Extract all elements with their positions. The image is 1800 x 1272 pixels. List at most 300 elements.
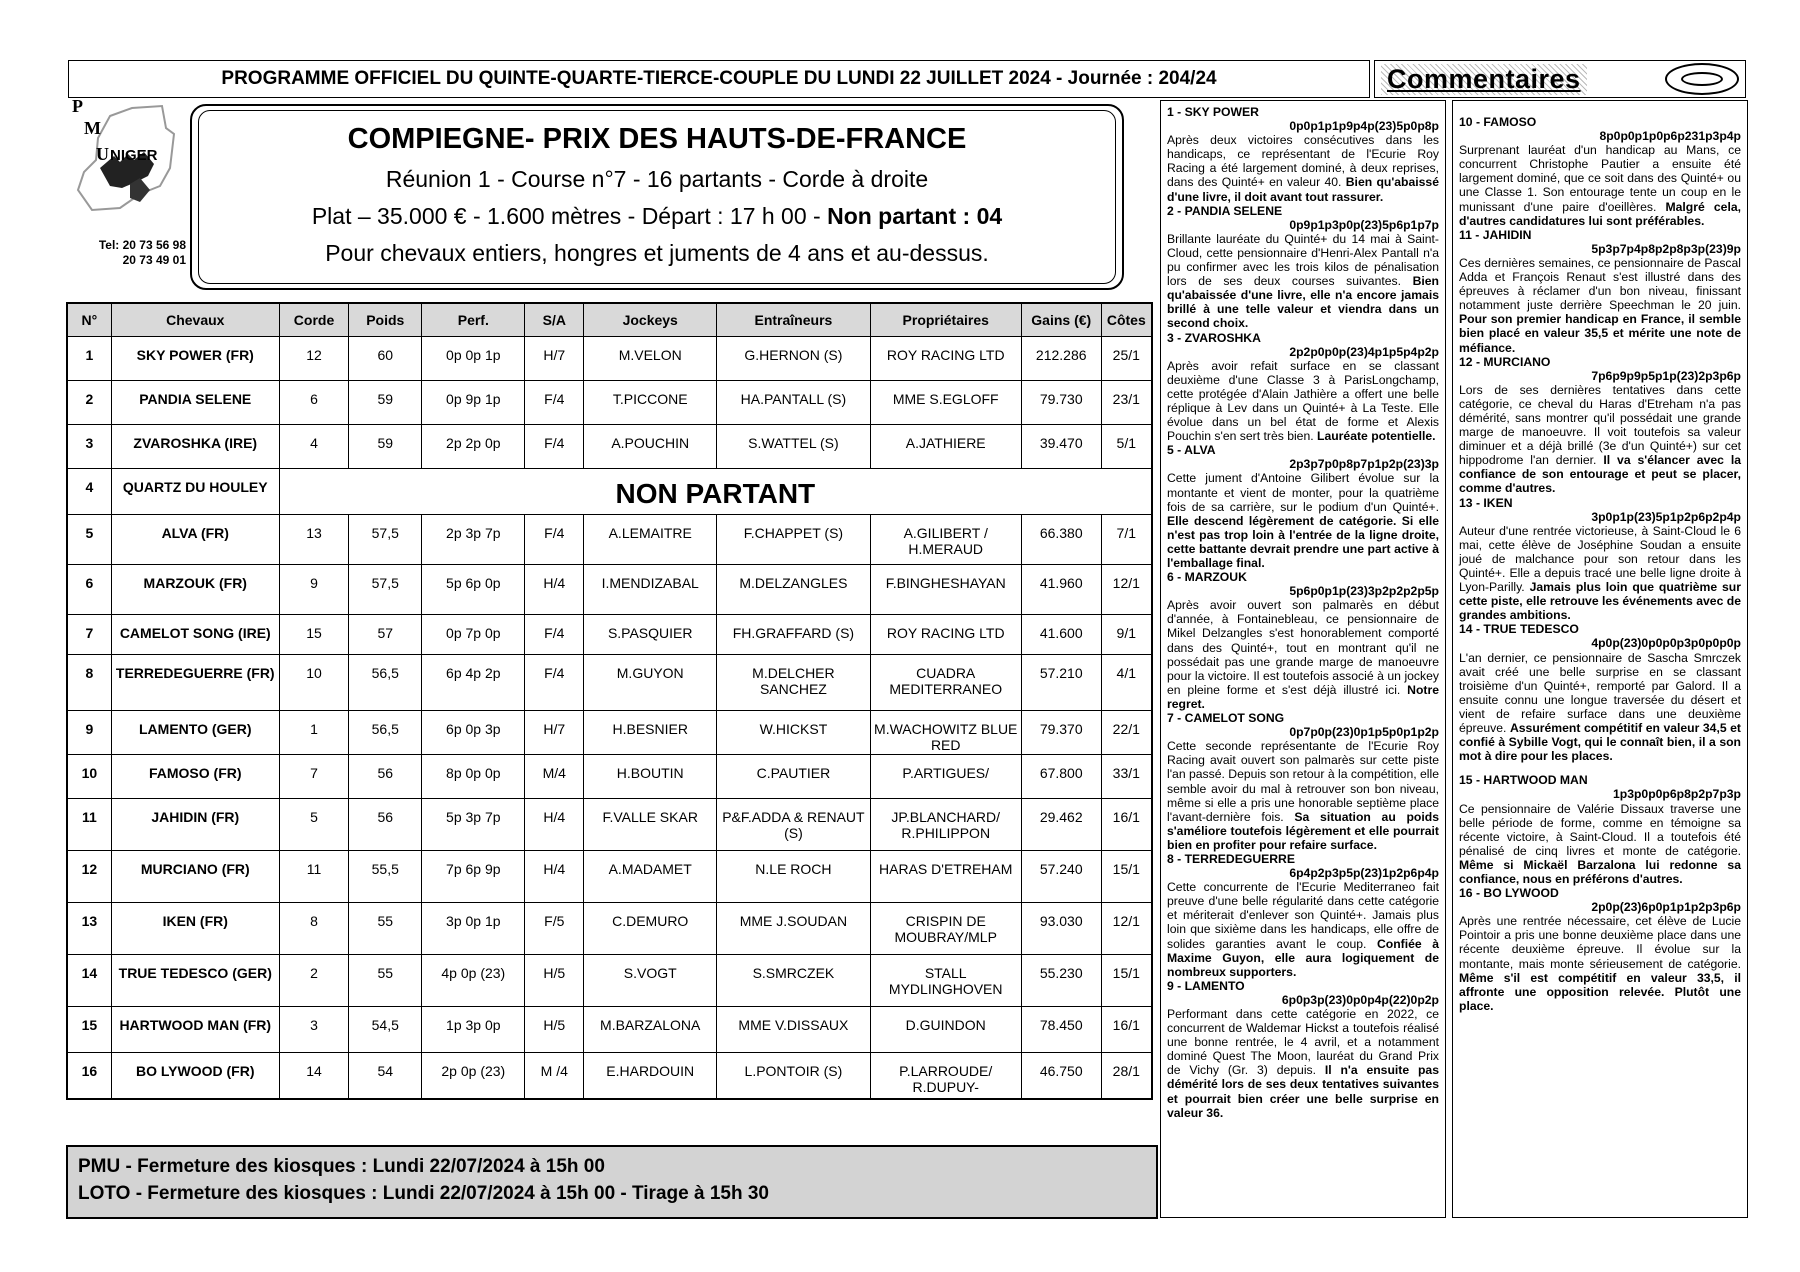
race-info: [198, 110, 1116, 284]
comment-horse: 3 - ZVAROSHKA: [1167, 330, 1261, 345]
weight: 56: [349, 799, 422, 851]
draw: 8: [279, 903, 349, 955]
comments-header: [1374, 60, 1746, 98]
pmu-niger-logo: [70, 98, 182, 228]
comment-horse: 16 - BO LYWOOD: [1459, 886, 1559, 901]
comment-verdict: Bien qu'abaissé d'une livre, il doit avant tout rassurer.: [1167, 175, 1439, 204]
comment-text: [1167, 232, 1439, 331]
horse-name: MURCIANO (FR): [111, 851, 279, 903]
comment-horse: 2 - PANDIA SELENE: [1167, 203, 1283, 218]
comment-body: Brillante lauréate du Quinté+ du 14 mai à Saint-Cloud, cette pensionnaire d'Henri-Alex Pantall n'a pu confirmer avec les trois kilos de pénalisation lors de ses deux courses suivantes.: [1167, 231, 1439, 289]
comment-form: 7p6p9p9p5p1p(23)2p3p6p: [1591, 368, 1741, 383]
horse-name: HARTWOOD MAN (FR): [111, 1007, 279, 1053]
comment-horse: 15 - HARTWOOD MAN: [1459, 773, 1588, 788]
sex-age: H/7: [525, 711, 584, 755]
weight: 55: [349, 955, 422, 1007]
owner: ROY RACING LTD: [870, 615, 1021, 655]
jockey: A.LEMAITRE: [584, 515, 717, 565]
earnings: 212.286: [1021, 337, 1101, 381]
table-row: [67, 851, 1152, 903]
svg-text:U: U: [96, 144, 109, 164]
performance: 0p 0p 1p: [422, 337, 525, 381]
comment-body: Cette jument d'Antoine Gilibert évolue sur la montante et vient de monter, pour la quatrième fois de sa carrière, sur le podium d'un Quinté+.: [1167, 471, 1439, 514]
jockey: H.BOUTIN: [584, 755, 717, 799]
weight: 54,5: [349, 1007, 422, 1053]
svg-text:NIGER: NIGER: [110, 147, 158, 164]
comment-verdict: Il va s'élancer avec la confiance de son entourage et peut se placer, comme d'autres.: [1459, 453, 1741, 496]
svg-text:P: P: [72, 98, 83, 116]
owner: A.GILIBERT / H.MERAUD: [870, 515, 1021, 565]
comment-block: [1167, 570, 1439, 711]
comment-verdict: Sa situation au poids s'améliore toutefois légèrement et elle pourrait bien en profiter pour refaire surface.: [1167, 809, 1439, 852]
performance: 0p 9p 1p: [422, 381, 525, 425]
earnings: 39.470: [1021, 425, 1101, 469]
performance: 1p 3p 0p: [422, 1007, 525, 1053]
comment-body: L'an dernier, ce pensionnaire de Sascha Smrczek avait créé une belle surprise en se classant troisième d'un Quinté+, remporté par Galord. Il a ensuite connu une longue traversée du désert et vient de refaire surface dans une deuxième épreuve.: [1459, 650, 1741, 736]
comment-block: [1459, 773, 1741, 886]
runner-number: 14: [67, 955, 111, 1007]
table-row: [67, 1007, 1152, 1053]
comment-text: [1167, 359, 1439, 444]
table-row: [67, 565, 1152, 615]
owner: JP.BLANCHARD/ R.PHILIPPON: [870, 799, 1021, 851]
non-partant-label: Non partant : 04: [827, 203, 1003, 229]
comment-text: [1167, 880, 1439, 979]
trainer: HA.PANTALL (S): [717, 381, 870, 425]
comment-body: Après une rentrée nécessaire, cet élève de Lucie Pointoir a pris une bonne deuxième place dans une récente deuxième épreuve. Il évolue sur la montante, mais monte sérieusement de catégorie.: [1459, 914, 1741, 971]
horse-name: IKEN (FR): [111, 903, 279, 955]
earnings: 29.462: [1021, 799, 1101, 851]
earnings: 79.370: [1021, 711, 1101, 755]
comments-column-right: [1452, 100, 1748, 1218]
comment-form: 8p0p0p1p0p6p231p3p4p: [1599, 129, 1741, 144]
table-row: [67, 425, 1152, 469]
sex-age: H/4: [525, 851, 584, 903]
odds: 33/1: [1101, 755, 1152, 799]
horse-name: BO LYWOOD (FR): [111, 1053, 279, 1099]
comment-text: [1459, 914, 1741, 1013]
comment-form: 0p9p1p3p0p(23)5p6p1p7p: [1289, 217, 1439, 232]
comment-verdict: Il n'a ensuite pas démérité lors de ses deux tentatives suivantes et pourrait bien créer une belle surprise en valeur 36.: [1167, 1063, 1439, 1120]
comment-verdict: Elle descend légèrement de catégorie. Si elle n'est pas trop loin à l'entrée de la ligne droite, cette battante devrait prendre une part active à l'emballage final.: [1167, 513, 1439, 570]
runner-number: 8: [67, 655, 111, 711]
trainer: G.HERNON (S): [717, 337, 870, 381]
runner-number: 12: [67, 851, 111, 903]
owner: M.WACHOWITZ BLUE RED: [870, 711, 1021, 755]
odds: 5/1: [1101, 425, 1152, 469]
weight: 57,5: [349, 515, 422, 565]
runner-number: 7: [67, 615, 111, 655]
comment-verdict: Bien qu'abaissée d'une livre, elle n'a encore jamais brillé à une telle valeur et viendra dans un second choix.: [1167, 274, 1439, 331]
earnings: 46.750: [1021, 1053, 1101, 1099]
jockey: F.VALLE SKAR: [584, 799, 717, 851]
column-header: Propriétaires: [870, 303, 1021, 337]
jockey: A.POUCHIN: [584, 425, 717, 469]
table-row: [67, 711, 1152, 755]
comment-text: [1459, 651, 1741, 764]
trainer: F.CHAPPET (S): [717, 515, 870, 565]
comment-horse: 6 - MARZOUK: [1167, 570, 1247, 585]
runner-number: 4: [67, 469, 111, 515]
runner-number: 15: [67, 1007, 111, 1053]
weight: 57: [349, 615, 422, 655]
runner-number: 11: [67, 799, 111, 851]
sex-age: H/5: [525, 1007, 584, 1053]
comment-text: [1459, 383, 1741, 496]
comment-text: [1459, 143, 1741, 228]
table-row: [67, 903, 1152, 955]
odds: 7/1: [1101, 515, 1152, 565]
comment-verdict: Notre regret.: [1167, 682, 1439, 711]
comment-horse: 13 - IKEN: [1459, 495, 1513, 510]
owner: MME S.EGLOFF: [870, 381, 1021, 425]
jockey: I.MENDIZABAL: [584, 565, 717, 615]
sex-age: M /4: [525, 1053, 584, 1099]
horse-name: TERREDEGUERRE (FR): [111, 655, 279, 711]
horse-name: PANDIA SELENE: [111, 381, 279, 425]
draw: 4: [279, 425, 349, 469]
comment-form: 0p7p0p(23)0p1p5p0p1p2p: [1289, 725, 1439, 740]
race-eligibility: Pour chevaux entiers, hongres et juments de 4 ans et au-dessus.: [325, 240, 989, 266]
sex-age: F/5: [525, 903, 584, 955]
runner-number: 13: [67, 903, 111, 955]
table-row: [67, 615, 1152, 655]
trainer: P&F.ADDA & RENAUT (S): [717, 799, 870, 851]
comment-form: 6p4p2p3p5p(23)1p2p6p4p: [1289, 866, 1439, 881]
horse-name: JAHIDIN (FR): [111, 799, 279, 851]
draw: 7: [279, 755, 349, 799]
comments-title: Commentaires: [1381, 64, 1587, 95]
comment-block: [1459, 496, 1741, 623]
draw: 14: [279, 1053, 349, 1099]
draw: 6: [279, 381, 349, 425]
comment-block: [1459, 886, 1741, 1013]
column-header: Entraîneurs: [717, 303, 870, 337]
comment-block: [1167, 204, 1439, 331]
weight: 55,5: [349, 851, 422, 903]
jockey: H.BESNIER: [584, 711, 717, 755]
performance: 6p 0p 3p: [422, 711, 525, 755]
comment-block: [1459, 355, 1741, 496]
draw: 2: [279, 955, 349, 1007]
column-header: Côtes: [1101, 303, 1152, 337]
horse-name: CAMELOT SONG (IRE): [111, 615, 279, 655]
weight: 59: [349, 381, 422, 425]
earnings: 57.240: [1021, 851, 1101, 903]
table-row: [67, 469, 1152, 515]
table-header-row: [67, 303, 1152, 337]
comment-block: [1167, 105, 1439, 204]
race-conditions-text: Plat – 35.000 € - 1.600 mètres - Départ : 17 h 00 -: [311, 203, 828, 229]
earnings: 78.450: [1021, 1007, 1101, 1053]
trainer: S.SMRCZEK: [717, 955, 870, 1007]
table-row: [67, 1053, 1152, 1099]
column-header: N°: [67, 303, 111, 337]
horse-name: ZVAROSHKA (IRE): [111, 425, 279, 469]
comment-verdict: Lauréate potentielle.: [1317, 429, 1436, 444]
runner-number: 9: [67, 711, 111, 755]
sex-age: F/4: [525, 425, 584, 469]
horse-name: MARZOUK (FR): [111, 565, 279, 615]
trainer: S.WATTEL (S): [717, 425, 870, 469]
comment-text: [1167, 598, 1439, 711]
odds: 25/1: [1101, 337, 1152, 381]
pmu-closing: PMU - Fermeture des kiosques : Lundi 22/07/2024 à 15h 00: [78, 1156, 605, 1177]
comment-body: Ces dernières semaines, ce pensionnaire de Pascal Adda et François Renaut s'est illustré dans des épreuves à réclamer d'un bon niveau, finissant notamment juste derrière Speechman le 20 juin.: [1459, 255, 1741, 313]
jockey: T.PICCONE: [584, 381, 717, 425]
comment-text: [1167, 471, 1439, 570]
comment-text: [1459, 524, 1741, 623]
lottery-logo-icon: [1665, 63, 1739, 95]
horse-name: SKY POWER (FR): [111, 337, 279, 381]
performance: 0p 7p 0p: [422, 615, 525, 655]
performance: 6p 4p 2p: [422, 655, 525, 711]
non-partant-cell: NON PARTANT: [279, 469, 1152, 515]
comment-text: [1167, 133, 1439, 203]
comment-body: Ce pensionnaire de Valérie Dissaux traverse une belle période de forme, comme en témoigne sa récente victoire, à Saint-Cloud. Il a toutefois été pénalisé de cinq livres et monte de catégorie.: [1459, 801, 1741, 858]
table-row: [67, 755, 1152, 799]
comment-verdict: Assurément compétitif en valeur 34,5 et confié à Sybille Vogt, qui le connaît bien, il a son mot à dire pour les places.: [1459, 721, 1741, 764]
comment-body: Après deux victoires consécutives dans les handicaps, ce représentant de l'Ecurie Roy Racing a été largement dominé, à deux reprises, dans des Quinté+ en valeur 40.: [1167, 133, 1439, 190]
sex-age: H/4: [525, 799, 584, 851]
comment-form: 2p0p(23)6p0p1p1p2p3p6p: [1591, 900, 1741, 915]
svg-text:M: M: [84, 118, 101, 138]
comment-block: [1167, 979, 1439, 1120]
contact-phones: [68, 238, 186, 268]
weight: 55: [349, 903, 422, 955]
draw: 5: [279, 799, 349, 851]
trainer: N.LE ROCH: [717, 851, 870, 903]
runners-body: [67, 337, 1152, 1099]
runners-table: [66, 302, 1153, 1100]
comment-form: 0p0p1p1p9p4p(23)5p0p8p: [1289, 119, 1439, 134]
trainer: C.PAUTIER: [717, 755, 870, 799]
comment-body: Cette concurrente de l'Ecurie Mediterraneo fait preuve d'une belle régularité dans cette catégorie et mériterait d'enlever son Quinté+. Jamais plus loin que sixième dans les handicaps, elle offre de solides garanties avant le coup.: [1167, 880, 1439, 951]
sex-age: F/4: [525, 381, 584, 425]
odds: 28/1: [1101, 1053, 1152, 1099]
comment-form: 5p3p7p4p8p2p8p3p(23)9p: [1591, 241, 1741, 256]
performance: 5p 6p 0p: [422, 565, 525, 615]
odds: 4/1: [1101, 655, 1152, 711]
odds: 9/1: [1101, 615, 1152, 655]
table-row: [67, 337, 1152, 381]
earnings: 93.030: [1021, 903, 1101, 955]
comment-body: Cette seconde représentante de l'Ecurie Roy Racing avait ouvert son palmarès sur cette piste l'an passé. Depuis son retour à la compétition, elle semble avoir du mal à retrouver son bon niveau, même si elle a pris une honorable septième place l'avant-dernière fois.: [1167, 739, 1439, 824]
sex-age: M/4: [525, 755, 584, 799]
comment-form: 2p2p0p0p(23)4p1p5p4p2p: [1289, 344, 1439, 359]
comment-body: Après avoir ouvert son palmarès en début d'année, à Fontainebleau, ce pensionnaire de Mikel Delzangles s'est honorablement comporté dans des Quinté+, tout en montrant qu'il ne possédait pas une grande marge de manoeuvre pour la victoire. Il est toutefois associé à un jockey en pleine forme et s'est déjà illustré ici.: [1167, 598, 1439, 697]
jockey: M.GUYON: [584, 655, 717, 711]
trainer: MME V.DISSAUX: [717, 1007, 870, 1053]
phone-1: Tel: 20 73 56 98: [98, 238, 186, 252]
weight: 54: [349, 1053, 422, 1099]
weight: 56: [349, 755, 422, 799]
comment-form: 5p6p0p1p(23)3p2p2p2p5p: [1289, 584, 1439, 599]
sex-age: H/4: [525, 565, 584, 615]
comments-column-left: [1160, 100, 1446, 1218]
owner: P.LARROUDE/ R.DUPUY-: [870, 1053, 1021, 1099]
earnings: 66.380: [1021, 515, 1101, 565]
comment-verdict: Confiée à Maxime Guyon, elle aura logiquement de nombreux supporters.: [1167, 936, 1439, 979]
comment-horse: 5 - ALVA: [1167, 443, 1216, 458]
runner-number: 16: [67, 1053, 111, 1099]
draw: 10: [279, 655, 349, 711]
horse-name: TRUE TEDESCO (GER): [111, 955, 279, 1007]
column-header: S/A: [525, 303, 584, 337]
sex-age: H/7: [525, 337, 584, 381]
performance: 2p 0p (23): [422, 1053, 525, 1099]
comment-horse: 8 - TERREDEGUERRE: [1167, 851, 1295, 866]
table-row: [67, 655, 1152, 711]
odds: 15/1: [1101, 955, 1152, 1007]
comment-block: [1167, 331, 1439, 444]
jockey: S.PASQUIER: [584, 615, 717, 655]
performance: 7p 6p 9p: [422, 851, 525, 903]
earnings: 41.960: [1021, 565, 1101, 615]
owner: P.ARTIGUES/: [870, 755, 1021, 799]
draw: 3: [279, 1007, 349, 1053]
phone-2: 20 73 49 01: [122, 253, 186, 267]
jockey: E.HARDOUIN: [584, 1053, 717, 1099]
earnings: 67.800: [1021, 755, 1101, 799]
weight: 56,5: [349, 711, 422, 755]
comment-body: Surprenant lauréat d'un handicap au Mans, ce concurrent Christophe Pautier a ensuite été largement dominé, que ce soit dans des Quinté+ ou une Classe 1. Son entourage tente un coup en le munissant d'une paire d'oeillères.: [1459, 143, 1741, 214]
sex-age: F/4: [525, 515, 584, 565]
table-row: [67, 381, 1152, 425]
performance: 2p 3p 7p: [422, 515, 525, 565]
runner-number: 10: [67, 755, 111, 799]
trainer: MME J.SOUDAN: [717, 903, 870, 955]
comment-horse: 9 - LAMENTO: [1167, 978, 1245, 993]
jockey: A.MADAMET: [584, 851, 717, 903]
owner: CUADRA MEDITERRANEO: [870, 655, 1021, 711]
table-row: [67, 955, 1152, 1007]
comment-block: [1459, 228, 1741, 355]
draw: 9: [279, 565, 349, 615]
trainer: M.DELZANGLES: [717, 565, 870, 615]
comment-block: [1167, 443, 1439, 570]
horse-name: ALVA (FR): [111, 515, 279, 565]
earnings: 79.730: [1021, 381, 1101, 425]
comment-form: 2p3p7p0p8p7p1p2p(23)3p: [1289, 457, 1439, 472]
comment-block: [1459, 622, 1741, 763]
comment-verdict: Même s'il est compétitif en valeur 33,5, il affronte une opposition relevée. Plutôt une place.: [1459, 970, 1741, 1013]
column-header: Gains (€): [1021, 303, 1101, 337]
horse-name: QUARTZ DU HOULEY: [111, 469, 279, 515]
performance: 2p 2p 0p: [422, 425, 525, 469]
earnings: 57.210: [1021, 655, 1101, 711]
comment-verdict: Malgré cela, d'autres candidatures lui sont préférables.: [1459, 199, 1741, 228]
comment-horse: 14 - TRUE TEDESCO: [1459, 622, 1579, 637]
program-title: PROGRAMME OFFICIEL DU QUINTE-QUARTE-TIERCE-COUPLE DU LUNDI 22 JUILLET 2024 - Journée : 204/24: [68, 60, 1370, 98]
comment-horse: 11 - JAHIDIN: [1459, 227, 1532, 242]
weight: 57,5: [349, 565, 422, 615]
odds: 22/1: [1101, 711, 1152, 755]
comment-form: 6p0p3p(23)0p0p4p(22)0p2p: [1281, 992, 1439, 1007]
performance: 4p 0p (23): [422, 955, 525, 1007]
comment-body: Performant dans cette catégorie en 2022, ce concurrent de Waldemar Hickst a toutefois réalisé une bonne rentrée, le 4 avril, et a notamment dominé Quest The Moon, lauréat du Grand Prix de Vichy (Gr. 3) depuis.: [1167, 1007, 1439, 1078]
trainer: M.DELCHER SANCHEZ: [717, 655, 870, 711]
runner-number: 6: [67, 565, 111, 615]
odds: 12/1: [1101, 565, 1152, 615]
comment-form: 4p0p(23)0p0p0p3p0p0p0p: [1591, 636, 1741, 651]
comment-form: 1p3p0p0p6p8p2p7p3p: [1612, 787, 1741, 802]
comment-body: Lors de ses dernières tentatives dans cette catégorie, ce cheval du Haras d'Etreham n'a pas démérité, sans montrer qu'il possédait une grande marge de manoeuvre. Il voit toutefois sa valeur diminuer et a déjà brillé (3e d'un Quinté+) sur cet hippodrome l'an dernier.: [1459, 382, 1741, 468]
odds: 16/1: [1101, 799, 1152, 851]
owner: D.GUINDON: [870, 1007, 1021, 1053]
draw: 11: [279, 851, 349, 903]
kiosk-closing-info: [66, 1145, 1158, 1219]
comment-horse: 7 - CAMELOT SONG: [1167, 711, 1285, 726]
trainer: FH.GRAFFARD (S): [717, 615, 870, 655]
race-conditions: [199, 203, 1115, 230]
comment-form: 3p0p1p(23)5p1p2p6p2p4p: [1591, 509, 1741, 524]
comment-verdict: Jamais plus loin que quatrième sur cette piste, elle retrouve les événements avec de grandes ambitions.: [1459, 580, 1741, 623]
weight: 56,5: [349, 655, 422, 711]
column-header: Jockeys: [584, 303, 717, 337]
comment-block: [1167, 711, 1439, 852]
jockey: C.DEMURO: [584, 903, 717, 955]
sex-age: F/4: [525, 615, 584, 655]
comment-horse: 12 - MURCIANO: [1459, 354, 1551, 369]
comment-text: [1167, 1007, 1439, 1120]
weight: 60: [349, 337, 422, 381]
jockey: M.VELON: [584, 337, 717, 381]
runner-number: 5: [67, 515, 111, 565]
column-header: Corde: [279, 303, 349, 337]
runner-number: 3: [67, 425, 111, 469]
odds: 12/1: [1101, 903, 1152, 955]
niger-map-icon: [70, 98, 182, 228]
table-row: [67, 799, 1152, 851]
draw: 1: [279, 711, 349, 755]
performance: 8p 0p 0p: [422, 755, 525, 799]
comment-text: [1459, 802, 1741, 887]
owner: HARAS D'ETREHAM: [870, 851, 1021, 903]
column-header: Perf.: [422, 303, 525, 337]
performance: 3p 0p 1p: [422, 903, 525, 955]
owner: CRISPIN DE MOUBRAY/MLP: [870, 903, 1021, 955]
owner: F.BINGHESHAYAN: [870, 565, 1021, 615]
earnings: 55.230: [1021, 955, 1101, 1007]
weight: 59: [349, 425, 422, 469]
comment-horse: 1 - SKY POWER: [1167, 105, 1259, 119]
runner-number: 2: [67, 381, 111, 425]
sex-age: H/5: [525, 955, 584, 1007]
column-header: Poids: [349, 303, 422, 337]
race-name: COMPIEGNE- PRIX DES HAUTS-DE-FRANCE: [347, 123, 967, 155]
performance: 5p 3p 7p: [422, 799, 525, 851]
odds: 15/1: [1101, 851, 1152, 903]
draw: 13: [279, 515, 349, 565]
jockey: S.VOGT: [584, 955, 717, 1007]
comment-block: [1167, 852, 1439, 979]
comment-verdict: Pour son premier handicap en France, il semble bien placé en valeur 35,5 et mérite une note de méfiance.: [1459, 312, 1741, 355]
runner-number: 1: [67, 337, 111, 381]
comment-verdict: Même si Mickaël Barzalona lui redonne sa confiance, nous en préférons d'autres.: [1459, 857, 1741, 886]
trainer: L.PONTOIR (S): [717, 1053, 870, 1099]
comment-text: [1167, 739, 1439, 852]
comment-body: Auteur d'une rentrée victorieuse, à Saint-Cloud le 6 mai, cette élève de Joséphine Soudan a ensuite joué de malchance pour son retour dans les Quinté+. Elle a depuis tracé une belle ligne droite à Lyon-Parilly.: [1459, 523, 1741, 595]
owner: ROY RACING LTD: [870, 337, 1021, 381]
loto-closing: LOTO - Fermeture des kiosques : Lundi 22/07/2024 à 15h 00 - Tirage à 15h 30: [78, 1183, 769, 1204]
race-meeting: Réunion 1 - Course n°7 - 16 partants - Corde à droite: [385, 166, 929, 192]
odds: 16/1: [1101, 1007, 1152, 1053]
horse-name: LAMENTO (GER): [111, 711, 279, 755]
trainer: W.HICKST: [717, 711, 870, 755]
draw: 15: [279, 615, 349, 655]
owner: A.JATHIERE: [870, 425, 1021, 469]
